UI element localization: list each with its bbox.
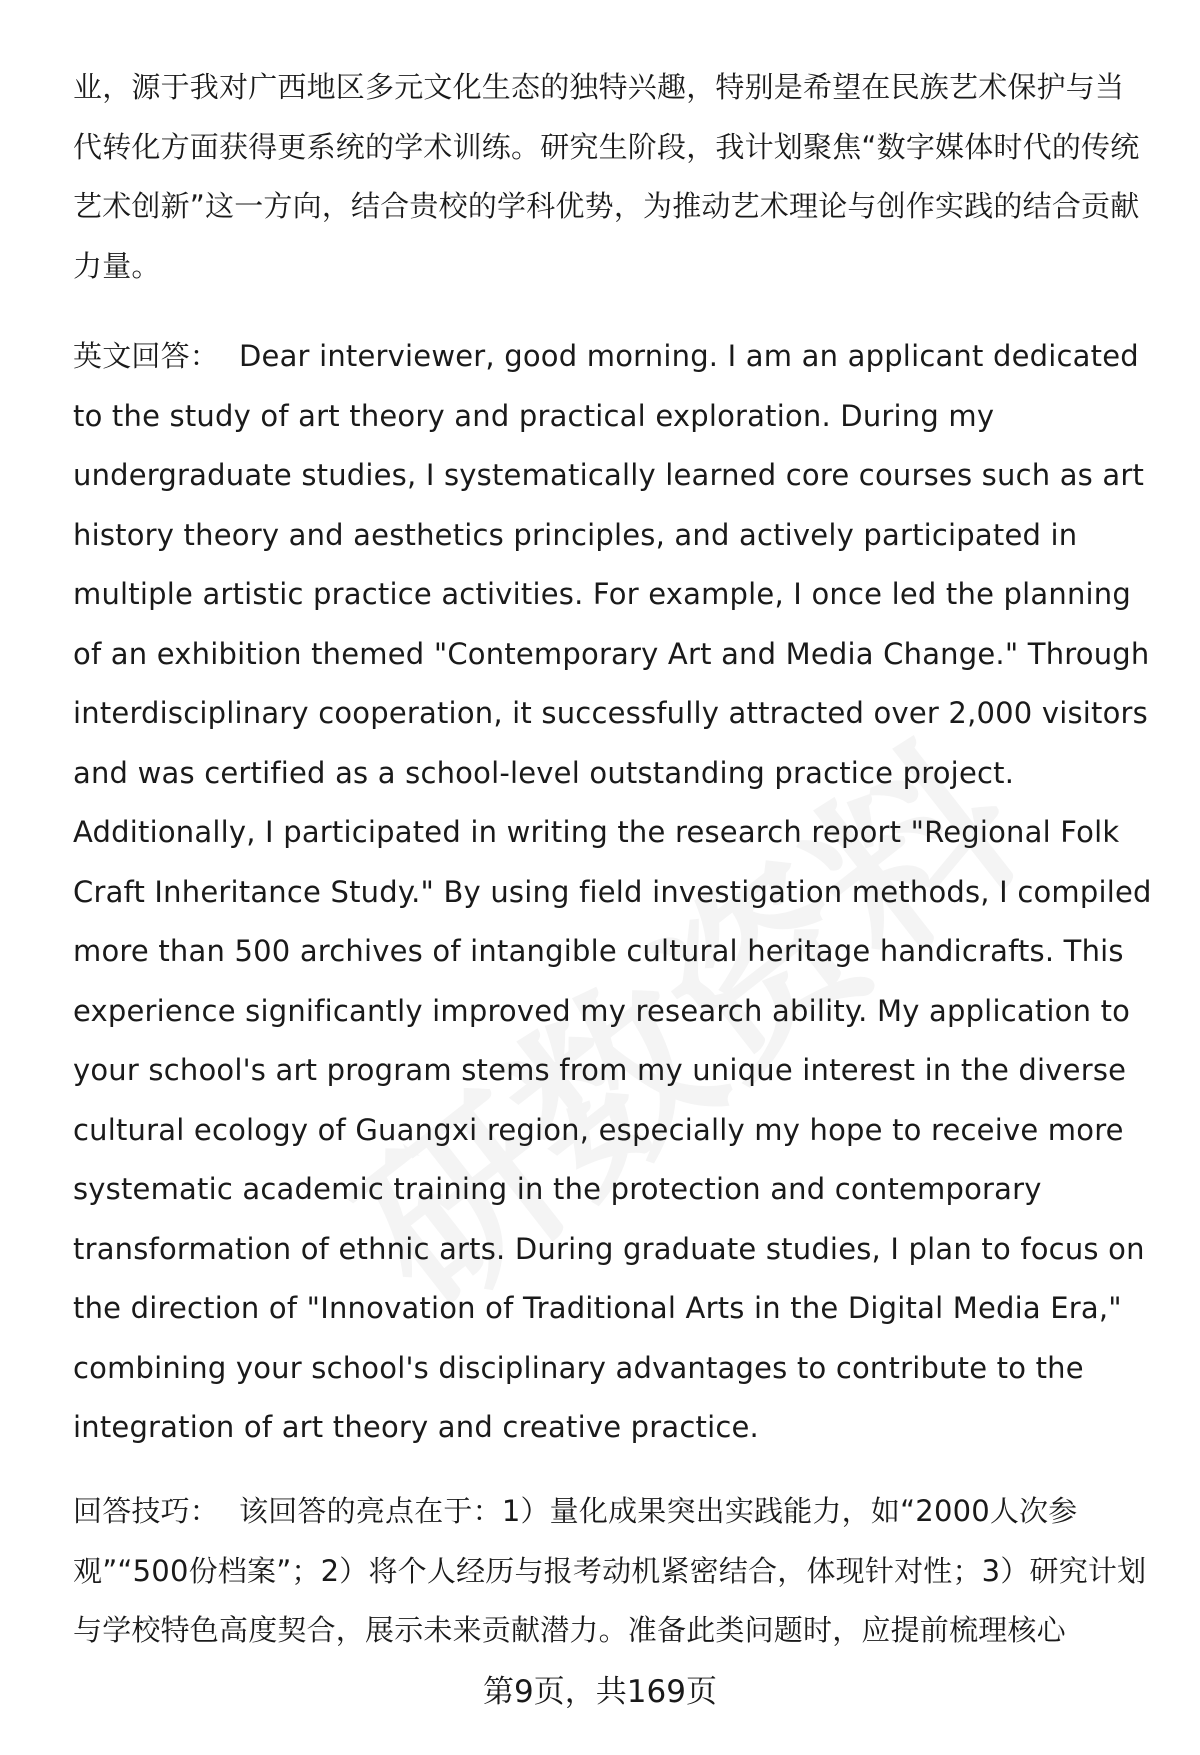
- answer-tips-text: 该回答的亮点在于：1）量化成果突出实践能力，如“2000人次参观”“500份档案”；2）将个人经历与报考动机紧密结合，体现针对性；3）研究计划与学校特色高度契合，展示未来贡献潜力。准备此类问题时，应提前梳理核心: [73, 1494, 1147, 1647]
- english-answer-paragraph: [73, 327, 1153, 1458]
- english-answer-label: 英文回答：: [73, 339, 220, 373]
- answer-tips-label: 回答技巧：: [73, 1494, 220, 1528]
- answer-tips-paragraph: [73, 1482, 1153, 1661]
- english-answer-text: Dear interviewer, good morning. I am an applicant dedicated to the study of art theory and practical exploration. During my undergraduate studies, I systematically learned core courses such as art history theory and aesthetics principles, and actively participated in multiple artistic practice activities. For example, I once led the planning of an exhibition themed "Contemporary Art and Media Change." Through interdisciplinary cooperation, it successfully attracted over 2,000 visitors and was certified as a school-level outstanding practice project. Additionally, I participated in writing the research report "Regional Folk Craft Inheritance Study." By using field investigation methods, I compiled more than 500 archives of intangible cultural heritage handicrafts. This experience significantly improved my research ability. My application to your school's art program stems from my unique interest in the diverse cultural ecology of Guangxi region, especially my hope to receive more systematic academic training in the protection and contemporary transformation of ethnic arts. During graduate studies, I plan to focus on the direction of "Innovation of Traditional Arts in the Digital Media Era," combining your school's disciplinary advantages to contribute to the integration of art theory and creative practice.: [73, 339, 1152, 1444]
- page-number-footer: 第9页，共169页: [483, 1674, 717, 1710]
- continuation-paragraph: [73, 58, 1153, 296]
- continuation-text: 业，源于我对广西地区多元文化生态的独特兴趣，特别是希望在民族艺术保护与当代转化方面获得更系统的学术训练。研究生阶段，我计划聚焦“数字媒体时代的传统艺术创新”这一方向，结合贵校的学科优势，为推动艺术理论与创作实践的结合贡献力量。: [73, 70, 1140, 283]
